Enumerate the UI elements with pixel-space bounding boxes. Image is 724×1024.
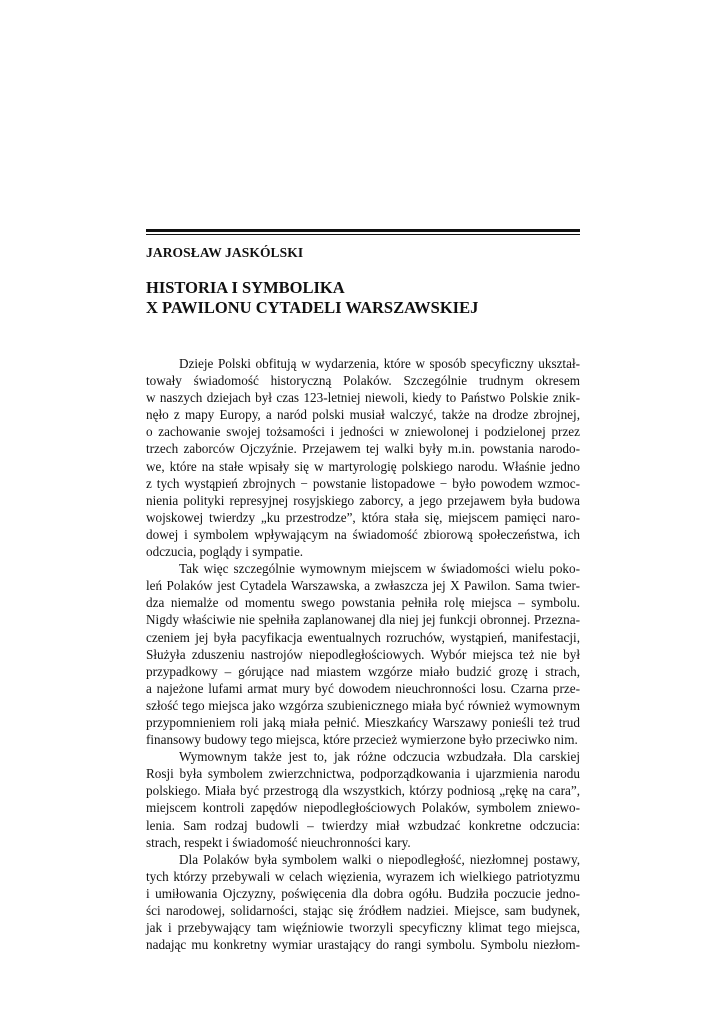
text-line: i umiłowania Ojczyzny, poświęcenia dla dobra ogółu. Budziła poczucie jedno- bbox=[146, 885, 580, 901]
text-line: leń Polaków jest Cytadela Warszawska, a zwłaszcza jej X Pawilon. Sama twier- bbox=[146, 578, 580, 594]
text-line: Rosji była symbolem zwierzchnictwa, podporządkowania i ujarzmienia narodu bbox=[146, 766, 580, 782]
text-line: tych którzy przebywali w celach więzienia, wyrazem ich wielkiego patriotyzmu bbox=[146, 868, 580, 884]
text-line: Służyła zduszeniu nastrojów niepodległościowych. Wybór miejsca też nie był bbox=[146, 646, 580, 662]
text-line: wojskowej twierdzy „ku przestrodze”, która stała się, miejscem pamięci naro- bbox=[146, 509, 580, 525]
text-line: Dzieje Polski obfitują w wydarzenia, które w sposób specyficzny ukształ- bbox=[179, 356, 580, 371]
text-line: dowej i symbolem wpływającym na świadomość zbiorową społeczeństwa, ich bbox=[146, 526, 580, 542]
text-line: finansowy budowy tego miejsca, które przecież wymierzone było przeciwko nim. bbox=[146, 732, 578, 748]
title-line: HISTORIA I SYMBOLIKA bbox=[146, 278, 345, 297]
header-rule-thick bbox=[146, 229, 580, 232]
text-line: Nigdy właściwie nie spełniła zaplanowanej dla niej jej funkcji obronnej. Przezna- bbox=[146, 612, 580, 628]
text-line: polskiego. Miała być przestrogą dla wszystkich, którzy podniosą „rękę na cara”, bbox=[146, 783, 580, 799]
text-line: Dla Polaków była symbolem walki o niepodległość, niezłomnej postawy, bbox=[179, 851, 580, 867]
text-line: strach, respekt i świadomość nieuchronności kary. bbox=[146, 834, 411, 850]
text-line: w naszych dziejach był czas 123-letniej niewoli, kiedy to Państwo Polskie znik- bbox=[146, 390, 580, 406]
text-line: jak i przebywający tam więźniowie tworzyli specyficzny klimat tego miejsca, bbox=[146, 920, 580, 936]
text-line: nienia polityki represyjnej rosyjskiego zaborcy, a jego przejawem była budowa bbox=[146, 492, 580, 508]
title-line: X PAWILONU CYTADELI WARSZAWSKIEJ bbox=[146, 298, 479, 317]
text-line: miejscem kontroli zapędów niepodległościowych Polaków, symbolem zniewo- bbox=[146, 800, 580, 816]
text-line: czeniem jej była pacyfikacja ewentualnych rozruchów, wystąpień, manifestacji, bbox=[146, 629, 580, 645]
text-line: nadając mu konkretny wymiar urastający do rangi symbolu. Symbolu niezłom- bbox=[146, 937, 580, 953]
text-line: a najeżone lufami armat mury być dowodem nieuchronności losu. Czarna prze- bbox=[146, 680, 580, 696]
text-line: Tak więc szczególnie wymownym miejscem w świadomości wielu poko- bbox=[179, 561, 580, 577]
text-line: nęło z mapy Europy, a naród polski musiał walczyć, także na drodze zbrojnej, bbox=[146, 407, 580, 423]
text-line: towały świadomość historyczną Polaków. Szczególnie trudnym okresem bbox=[146, 373, 580, 389]
article-body bbox=[146, 355, 580, 953]
text-line: Wymownym także jest to, jak różne odczucia wzbudzała. Dla carskiej bbox=[179, 749, 580, 765]
text-line: ści narodowej, solidarności, stając się źródłem nadziei. Miejsce, sam budynek, bbox=[146, 903, 580, 918]
text-line: przypomnieniem roli jaką miała pełnić. Mieszkańcy Warszawy ponieśli też trud bbox=[146, 714, 580, 730]
header-rule-thin bbox=[146, 234, 580, 235]
author-name: JAROSŁAW JASKÓLSKI bbox=[146, 245, 304, 260]
text-line: lenia. Sam rodzaj budowli – twierdzy miał wzbudzać konkretne odczucia: bbox=[146, 817, 580, 833]
text-line: trzech zaborców Ojczyźnie. Przejawem tej walki były m.in. powstania narodo- bbox=[146, 441, 580, 457]
text-line: z tych wystąpień zbrojnych − powstanie listopadowe − było powodem wzmoc- bbox=[146, 475, 580, 491]
body-paragraph bbox=[146, 355, 580, 560]
article-title bbox=[146, 278, 580, 318]
body-paragraph bbox=[146, 560, 580, 748]
text-line: we, które na stałe wpisały się w martyrologię polskiego narodu. Właśnie jedno bbox=[146, 458, 580, 474]
body-paragraph bbox=[146, 851, 580, 954]
text-line: dza niemalże od momentu swego powstania pełniła rolę miejsca – symbolu. bbox=[146, 595, 580, 611]
text-line: o zachowanie swojej tożsamości i jedności w zniewolonej i podzielonej przez bbox=[146, 424, 580, 440]
text-line: odczucia, poglądy i sympatie. bbox=[146, 544, 304, 560]
text-line: przypadkowy – górujące nad miastem wzgórze miało budzić grozę i strach, bbox=[146, 663, 580, 679]
text-line: szłość tego miejsca jako wzgórza szubienicznego miała być również wymownym bbox=[146, 697, 580, 713]
body-paragraph bbox=[146, 748, 580, 851]
